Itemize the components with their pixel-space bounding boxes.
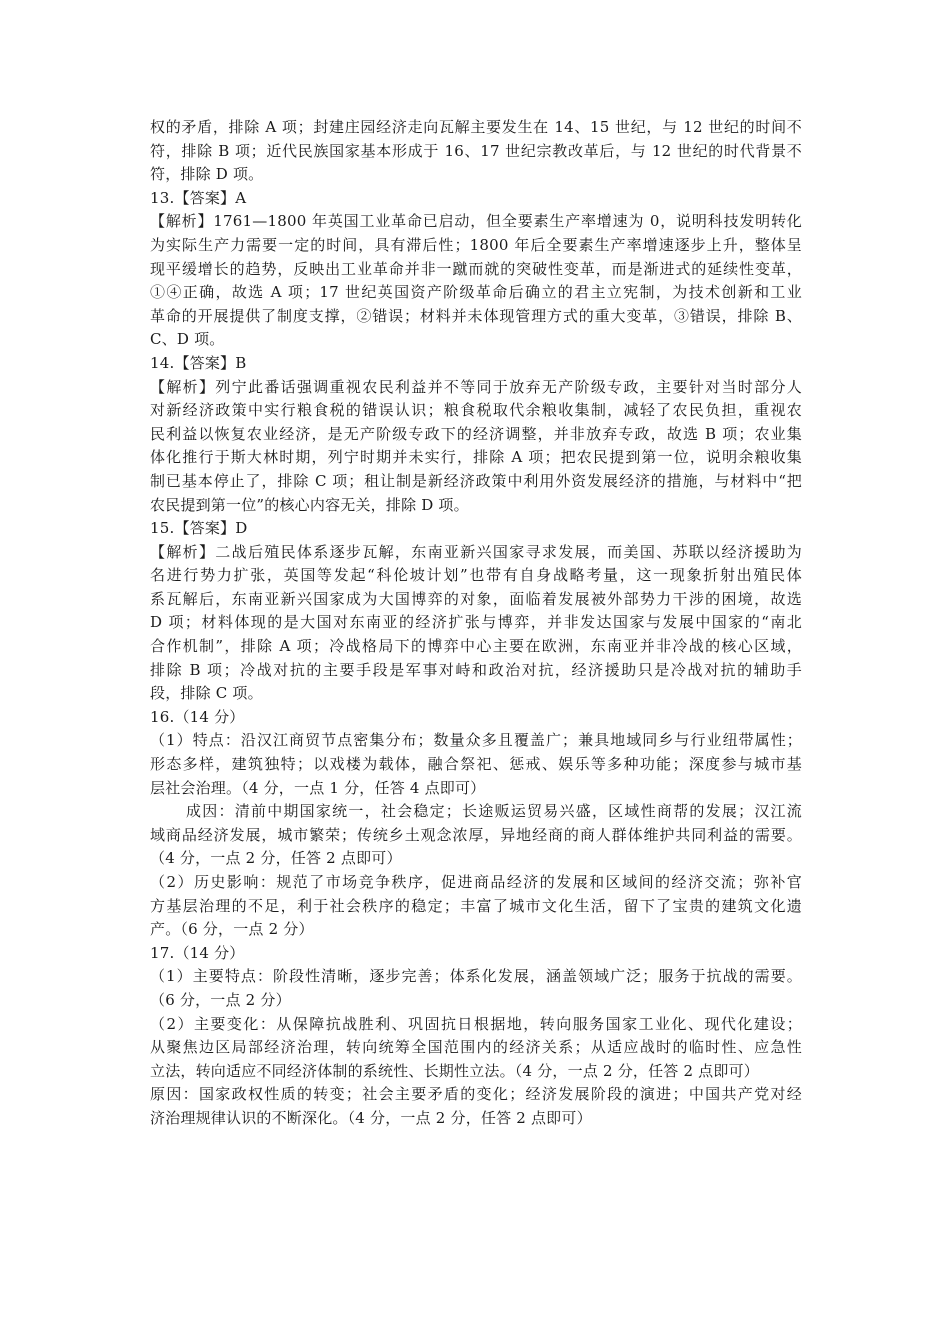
- text-line: 原因：国家政权性质的转变；社会主要矛盾的变化；经济发展阶段的演进；中国共产党对经: [150, 1085, 802, 1104]
- text-line: （2）历史影响：规范了市场竞争秩序，促进商品经济的发展和区域间的经济交流；弥补官: [150, 873, 802, 891]
- text-line: D 项；材料体现的是大国对东南亚的经济扩张与博弈，并非发达国家与发展中国家的“南北: [150, 613, 802, 632]
- text-line: 现平缓增长的趋势，反映出工业革命并非一蹴而就的突破性变革，而是渐进式的延续性变革，: [150, 259, 802, 278]
- text-line: 民利益以恢复农业经济，是无产阶级专政下的经济调整，并非放弃专政，故选 B 项；农业集: [150, 424, 802, 443]
- text-line: 革命的开展提供了制度支撑，②错误；材料并未体现管理方式的重大变革，③错误，排除 B、: [150, 306, 802, 325]
- text-line: 从聚焦边区局部经济治理，转向统筹全国范围内的经济关系；从适应战时的临时性、应急性: [150, 1038, 802, 1057]
- text-line: 产。（6 分，一点 2 分）: [150, 920, 314, 939]
- text-line: 体化推行于斯大林时期，列宁时期并未实行，排除 A 项；把农民提到第一位，说明余粮收集: [150, 448, 802, 467]
- text-line: 符，排除 D 项。: [150, 165, 264, 184]
- text-line: ①④正确，故选 A 项；17 世纪英国资产阶级革命后确立的君主立宪制，为技术创新和工业: [150, 283, 802, 302]
- text-line: 为实际生产力需要一定的时间，具有滞后性；1800 年后全要素生产率增速逐步上升，整体呈: [150, 235, 802, 254]
- text-line: 合作机制”，排除 A 项；冷战格局下的博弈中心主要在欧洲，东南亚并非冷战的核心区域，: [150, 637, 802, 656]
- text-line: 15.【答案】D: [150, 519, 248, 538]
- text-line: 16.（14 分）: [150, 707, 245, 726]
- text-line: 【解析】二战后殖民体系逐步瓦解，东南亚新兴国家寻求发展，而美国、苏联以经济援助为: [150, 542, 802, 561]
- text-line: （6 分，一点 2 分）: [150, 990, 291, 1009]
- text-line: （2）主要变化：从保障抗战胜利、巩固抗日根据地，转向服务国家工业化、现代化建设；: [150, 1014, 802, 1033]
- answer-document: [150, 116, 802, 1131]
- text-line: 排除 B 项；冷战对抗的主要手段是军事对峙和政治对抗，经济援助只是冷战对抗的辅助手: [150, 660, 802, 679]
- text-line: C、D 项。: [150, 330, 225, 349]
- text-line: 域商品经济发展，城市繁荣；传统乡土观念浓厚，异地经商的商人群体维护共同利益的需要。: [150, 825, 802, 844]
- text-line: 农民提到第一位”的核心内容无关，排除 D 项。: [150, 495, 469, 514]
- text-line: 段，排除 C 项。: [150, 684, 263, 703]
- text-line: 系瓦解后，东南亚新兴国家成为大国博弈的对象，面临着发展被外部势力干涉的困境，故选: [150, 589, 802, 608]
- text-line: 17.（14 分）: [150, 943, 245, 962]
- text-line: 权的矛盾，排除 A 项；封建庄园经济走向瓦解主要发生在 14、15 世纪，与 12 世纪的时间不: [150, 118, 802, 136]
- text-line: 14.【答案】B: [150, 353, 247, 372]
- text-line: 层社会治理。（4 分，一点 1 分，任答 4 点即可）: [150, 778, 486, 797]
- text-line: 名进行势力扩张，英国等发起“科伦坡计划”也带有自身战略考量，这一现象折射出殖民体: [150, 566, 802, 585]
- text-line: 符，排除 B 项；近代民族国家基本形成于 16、17 世纪宗教改革后，与 12 世纪的时代背景不: [150, 141, 802, 160]
- text-line: 立法，转向适应不同经济体制的系统性、长期性立法。（4 分，一点 2 分，任答 2 点即可）: [150, 1061, 759, 1080]
- text-line: （1）主要特点：阶段性清晰，逐步完善；体系化发展，涵盖领域广泛；服务于抗战的需要。: [150, 967, 802, 986]
- text-line: 【解析】1761—1800 年英国工业革命已启动，但全要素生产率增速为 0，说明科技发明转化: [150, 212, 802, 231]
- text-line: 13.【答案】A: [150, 188, 247, 207]
- text-line: 成因：清前中期国家统一，社会稳定；长途贩运贸易兴盛，区域性商帮的发展；汉江流: [186, 802, 802, 821]
- text-line: 济治理规律认识的不断深化。（4 分，一点 2 分，任答 2 点即可）: [150, 1108, 592, 1127]
- text-line: 形态多样，建筑独特；以戏楼为载体，融合祭祀、惩戒、娱乐等多种功能；深度参与城市基: [150, 755, 802, 774]
- text-line: （1）特点：沿汉江商贸节点密集分布；数量众多且覆盖广；兼具地域同乡与行业纽带属性；: [150, 731, 802, 750]
- text-line: （4 分，一点 2 分，任答 2 点即可）: [150, 849, 402, 868]
- text-line: 制已基本停止了，排除 C 项；租让制是新经济政策中利用外资发展经济的措施，与材料中“把: [150, 471, 802, 490]
- text-line: 对新经济政策中实行粮食税的错误认识；粮食税取代余粮收集制，减轻了农民负担，重视农: [150, 401, 802, 420]
- text-line: 【解析】列宁此番话强调重视农民利益并不等同于放弃无产阶级专政，主要针对当时部分人: [150, 377, 802, 396]
- text-line: 方基层治理的不足，利于社会秩序的稳定；丰富了城市文化生活，留下了宝贵的建筑文化遗: [150, 896, 802, 915]
